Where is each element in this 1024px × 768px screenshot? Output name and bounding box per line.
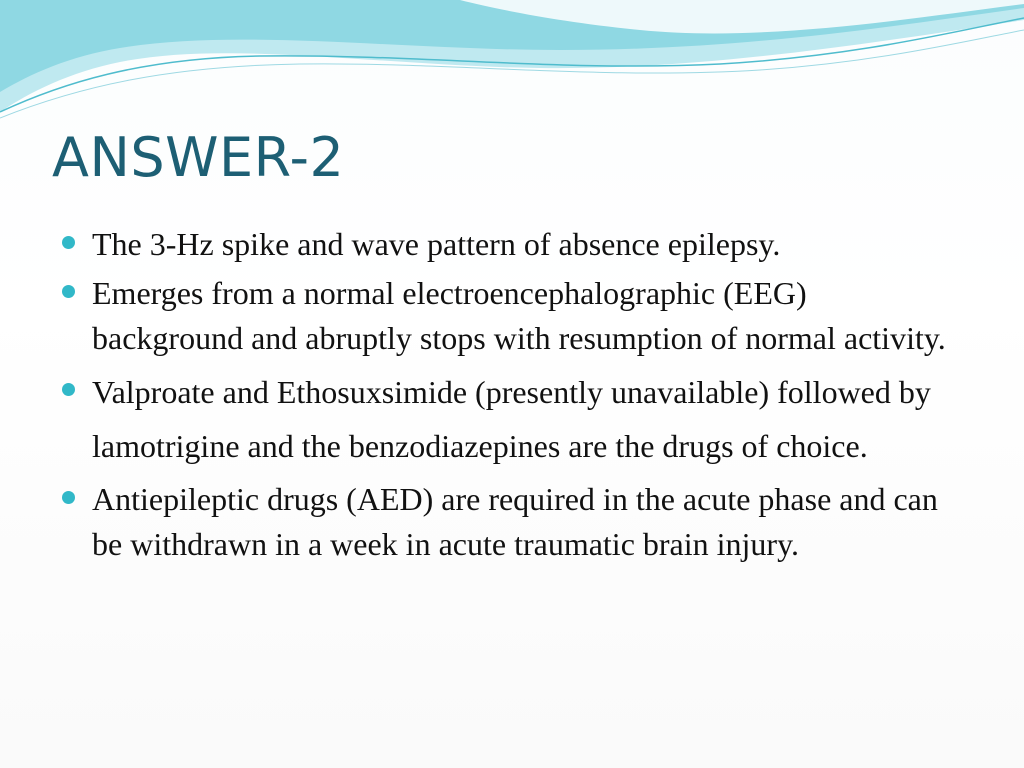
bullet-dot-icon xyxy=(62,285,75,298)
bullet-text: Antiepileptic drugs (AED) are required in the acute phase and can be withdrawn in a week in acute traumatic brain injury. xyxy=(92,481,938,562)
slide-title: ANSWER-2 xyxy=(52,126,345,189)
bullet-item xyxy=(60,222,960,267)
bullet-item xyxy=(60,365,960,473)
header-wave-decoration xyxy=(0,0,1024,130)
bullet-list xyxy=(60,222,960,571)
bullet-text: Emerges from a normal electroencephalographic (EEG) background and abruptly stops with resumption of normal activity. xyxy=(92,275,946,356)
bullet-text: Valproate and Ethosuxsimide (presently unavailable) followed by lamotrigine and the benzodiazepines are the drugs of choice. xyxy=(92,374,931,464)
bullet-text: The 3-Hz spike and wave pattern of absence epilepsy. xyxy=(92,226,781,262)
bullet-dot-icon xyxy=(62,491,75,504)
bullet-dot-icon xyxy=(62,383,75,396)
bullet-item xyxy=(60,477,960,567)
bullet-item xyxy=(60,271,960,361)
bullet-dot-icon xyxy=(62,236,75,249)
